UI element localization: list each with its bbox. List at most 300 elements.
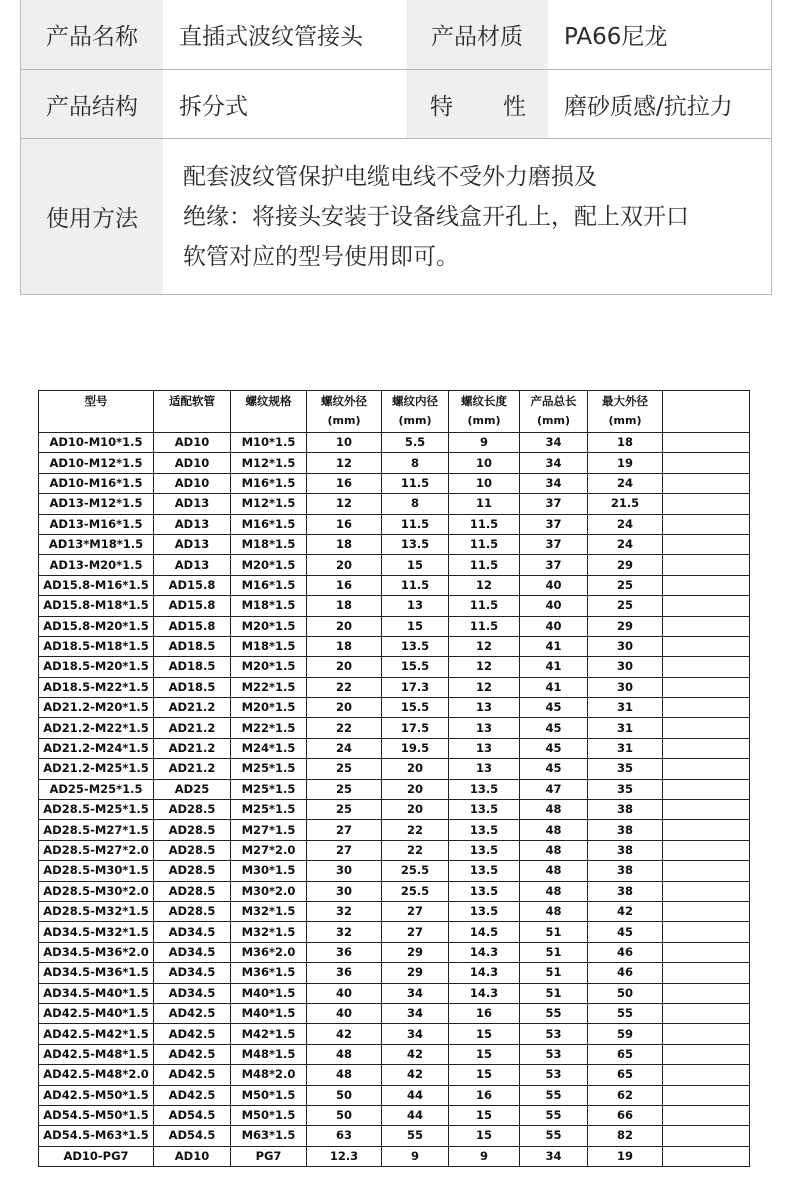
table-cell: 53 xyxy=(520,1065,588,1085)
table-cell: 19.5 xyxy=(382,738,449,758)
table-row xyxy=(39,840,750,860)
table-cell: AD34.5-M36*2.0 xyxy=(39,942,154,962)
table-cell: 16 xyxy=(307,575,382,595)
table-cell: 48 xyxy=(520,901,588,921)
table-cell: 45 xyxy=(520,698,588,718)
table-cell: M16*1.5 xyxy=(231,514,307,534)
table-cell: 82 xyxy=(588,1126,663,1146)
table-cell-empty xyxy=(663,1146,750,1166)
table-row xyxy=(39,1105,750,1125)
table-cell: AD15.8-M20*1.5 xyxy=(39,616,154,636)
table-cell: 13.5 xyxy=(449,840,520,860)
table-cell: M30*1.5 xyxy=(231,861,307,881)
table-cell: M40*1.5 xyxy=(231,983,307,1003)
table-cell: 47 xyxy=(520,779,588,799)
table-cell: AD42.5-M42*1.5 xyxy=(39,1024,154,1044)
table-cell: 45 xyxy=(520,718,588,738)
table-row xyxy=(39,575,750,595)
table-cell-empty xyxy=(663,901,750,921)
info-row-usage xyxy=(21,139,771,294)
table-row xyxy=(39,861,750,881)
table-cell: 9 xyxy=(382,1146,449,1166)
value-usage xyxy=(163,139,771,294)
table-cell: M50*1.5 xyxy=(231,1085,307,1105)
table-cell: 34 xyxy=(382,983,449,1003)
table-cell: 48 xyxy=(520,861,588,881)
spec-table xyxy=(38,390,750,1167)
label-feature-char-2: 性 xyxy=(503,93,526,120)
table-cell: AD10 xyxy=(154,473,231,493)
table-cell: 5.5 xyxy=(382,433,449,453)
table-cell: AD34.5 xyxy=(154,922,231,942)
table-cell: 8 xyxy=(382,494,449,514)
table-row xyxy=(39,942,750,962)
table-cell: M36*1.5 xyxy=(231,963,307,983)
table-cell: 59 xyxy=(588,1024,663,1044)
table-cell: 24 xyxy=(588,473,663,493)
table-cell: 62 xyxy=(588,1085,663,1105)
table-cell: 48 xyxy=(520,800,588,820)
table-cell: M25*1.5 xyxy=(231,779,307,799)
table-cell: 21.5 xyxy=(588,494,663,514)
table-cell: 29 xyxy=(588,555,663,575)
table-cell: 11.5 xyxy=(449,616,520,636)
table-cell: 10 xyxy=(449,453,520,473)
table-cell: 38 xyxy=(588,881,663,901)
table-cell: 53 xyxy=(520,1044,588,1064)
table-row xyxy=(39,494,750,514)
table-cell-empty xyxy=(663,1105,750,1125)
table-cell: 11.5 xyxy=(449,596,520,616)
table-cell: 53 xyxy=(520,1024,588,1044)
table-cell: 15 xyxy=(449,1105,520,1125)
table-cell: AD13-M20*1.5 xyxy=(39,555,154,575)
table-cell: 25 xyxy=(307,779,382,799)
table-row xyxy=(39,1126,750,1146)
table-cell: 41 xyxy=(520,677,588,697)
table-cell: 34 xyxy=(520,473,588,493)
table-cell: AD13 xyxy=(154,494,231,514)
table-cell: M30*2.0 xyxy=(231,881,307,901)
table-cell-empty xyxy=(663,718,750,738)
table-cell-empty xyxy=(663,433,750,453)
table-cell-empty xyxy=(663,698,750,718)
table-cell-empty xyxy=(663,616,750,636)
table-cell: M22*1.5 xyxy=(231,718,307,738)
table-cell: AD18.5-M18*1.5 xyxy=(39,636,154,656)
label-usage: 使用方法 xyxy=(21,139,163,294)
table-cell: 27 xyxy=(307,840,382,860)
table-cell: 20 xyxy=(382,779,449,799)
table-cell: 18 xyxy=(588,433,663,453)
table-cell: 16 xyxy=(449,1003,520,1023)
table-cell: M20*1.5 xyxy=(231,555,307,575)
table-cell: 20 xyxy=(307,616,382,636)
usage-line: 绝缘：将接头安装于设备线盒开孔上，配上双开口 xyxy=(183,203,689,230)
table-cell: AD13 xyxy=(154,555,231,575)
table-cell-empty xyxy=(663,534,750,554)
spec-header-name: 适配软管 xyxy=(169,394,215,408)
table-cell: AD34.5 xyxy=(154,983,231,1003)
table-cell: 34 xyxy=(520,433,588,453)
table-cell: 50 xyxy=(307,1105,382,1125)
table-cell: AD34.5 xyxy=(154,942,231,962)
table-cell: 22 xyxy=(382,820,449,840)
table-cell: 16 xyxy=(449,1085,520,1105)
table-cell: 11.5 xyxy=(382,575,449,595)
table-cell: 48 xyxy=(520,840,588,860)
table-cell: AD28.5-M30*2.0 xyxy=(39,881,154,901)
table-cell: M32*1.5 xyxy=(231,901,307,921)
table-cell: AD15.8-M18*1.5 xyxy=(39,596,154,616)
table-cell: AD42.5-M48*2.0 xyxy=(39,1065,154,1085)
table-cell: 15 xyxy=(382,616,449,636)
table-cell: 24 xyxy=(588,514,663,534)
table-cell: 63 xyxy=(307,1126,382,1146)
spec-header-cell xyxy=(307,391,382,433)
table-cell: AD28.5 xyxy=(154,800,231,820)
table-cell: 22 xyxy=(307,677,382,697)
table-cell: 38 xyxy=(588,861,663,881)
label-feature-char-1: 特 xyxy=(430,93,453,120)
table-cell: 16 xyxy=(307,514,382,534)
table-cell-empty xyxy=(663,1126,750,1146)
spec-header-name: 产品总长 xyxy=(530,394,577,408)
table-cell: AD42.5 xyxy=(154,1085,231,1105)
table-cell: 14.5 xyxy=(449,922,520,942)
table-cell: 20 xyxy=(307,657,382,677)
table-cell: 14.3 xyxy=(449,942,520,962)
table-cell: AD28.5 xyxy=(154,820,231,840)
table-cell: 32 xyxy=(307,901,382,921)
table-cell: 38 xyxy=(588,820,663,840)
table-cell: 20 xyxy=(382,759,449,779)
table-cell: 27 xyxy=(382,901,449,921)
table-cell: 24 xyxy=(307,738,382,758)
table-cell: AD25 xyxy=(154,779,231,799)
table-cell: 11.5 xyxy=(449,555,520,575)
table-cell: 15 xyxy=(382,555,449,575)
table-cell: 18 xyxy=(307,534,382,554)
table-cell: 15.5 xyxy=(382,698,449,718)
table-cell: 22 xyxy=(307,718,382,738)
table-cell-empty xyxy=(663,657,750,677)
table-cell: 13 xyxy=(382,596,449,616)
table-cell: 55 xyxy=(382,1126,449,1146)
table-cell: PG7 xyxy=(231,1146,307,1166)
table-cell: 25.5 xyxy=(382,881,449,901)
table-cell: M25*1.5 xyxy=(231,800,307,820)
table-cell: 10 xyxy=(307,433,382,453)
table-cell: 40 xyxy=(520,616,588,636)
usage-line: 软管对应的型号使用即可。 xyxy=(183,243,459,270)
table-cell: M40*1.5 xyxy=(231,1003,307,1023)
table-cell: 34 xyxy=(382,1003,449,1023)
table-cell: 12 xyxy=(307,453,382,473)
table-cell: 20 xyxy=(382,800,449,820)
table-cell: 30 xyxy=(307,881,382,901)
table-cell: M32*1.5 xyxy=(231,922,307,942)
table-cell: AD18.5 xyxy=(154,657,231,677)
table-cell: AD28.5-M25*1.5 xyxy=(39,800,154,820)
table-cell: 27 xyxy=(307,820,382,840)
table-cell: 8 xyxy=(382,453,449,473)
table-cell: M48*2.0 xyxy=(231,1065,307,1085)
table-row xyxy=(39,514,750,534)
table-cell: 37 xyxy=(520,514,588,534)
table-cell: 22 xyxy=(382,840,449,860)
table-cell: M42*1.5 xyxy=(231,1024,307,1044)
table-cell: 13.5 xyxy=(449,861,520,881)
table-row xyxy=(39,963,750,983)
table-cell: AD18.5-M22*1.5 xyxy=(39,677,154,697)
table-cell: AD21.2 xyxy=(154,698,231,718)
table-cell: 48 xyxy=(307,1065,382,1085)
table-cell: AD42.5-M48*1.5 xyxy=(39,1044,154,1064)
table-row xyxy=(39,718,750,738)
table-cell: AD21.2-M22*1.5 xyxy=(39,718,154,738)
table-row xyxy=(39,657,750,677)
table-row xyxy=(39,983,750,1003)
spec-header-name: 最大外径 xyxy=(602,394,648,408)
table-cell: 38 xyxy=(588,800,663,820)
table-cell: 50 xyxy=(588,983,663,1003)
table-cell: M18*1.5 xyxy=(231,534,307,554)
table-cell-empty xyxy=(663,1024,750,1044)
table-cell: 32 xyxy=(307,922,382,942)
table-cell: 55 xyxy=(520,1126,588,1146)
table-cell: M20*1.5 xyxy=(231,616,307,636)
table-cell-empty xyxy=(663,881,750,901)
table-cell: 37 xyxy=(520,534,588,554)
table-cell: 12 xyxy=(307,494,382,514)
table-cell: 9 xyxy=(449,1146,520,1166)
table-cell: 55 xyxy=(520,1003,588,1023)
table-cell: AD28.5 xyxy=(154,901,231,921)
table-cell: AD42.5 xyxy=(154,1065,231,1085)
value-product-material: PA66尼龙 xyxy=(548,0,771,69)
table-row xyxy=(39,534,750,554)
table-cell: M12*1.5 xyxy=(231,494,307,514)
value-product-structure: 拆分式 xyxy=(163,70,406,138)
spec-header-name: 螺纹长度 xyxy=(461,394,507,408)
table-cell: AD54.5 xyxy=(154,1105,231,1125)
table-cell: 31 xyxy=(588,738,663,758)
table-cell: M48*1.5 xyxy=(231,1044,307,1064)
spec-header-unit: (mm) xyxy=(608,414,642,427)
table-cell: 40 xyxy=(307,983,382,1003)
table-cell: AD18.5 xyxy=(154,636,231,656)
spec-header-cell xyxy=(231,391,307,433)
table-cell: 9 xyxy=(449,433,520,453)
table-row xyxy=(39,555,750,575)
table-row xyxy=(39,433,750,453)
label-product-name: 产品名称 xyxy=(21,0,163,69)
table-cell: 34 xyxy=(520,453,588,473)
table-cell-empty xyxy=(663,596,750,616)
table-cell: 14.3 xyxy=(449,963,520,983)
table-cell: 10 xyxy=(449,473,520,493)
table-cell: AD15.8 xyxy=(154,575,231,595)
table-cell: 48 xyxy=(520,820,588,840)
info-row-name-material xyxy=(21,0,771,70)
table-cell-empty xyxy=(663,820,750,840)
table-cell: 30 xyxy=(588,657,663,677)
table-cell: 15 xyxy=(449,1044,520,1064)
table-row xyxy=(39,800,750,820)
table-cell: AD15.8 xyxy=(154,596,231,616)
table-cell: AD28.5-M30*1.5 xyxy=(39,861,154,881)
table-cell: 14.3 xyxy=(449,983,520,1003)
table-row xyxy=(39,779,750,799)
table-cell: AD10-M16*1.5 xyxy=(39,473,154,493)
table-cell-empty xyxy=(663,759,750,779)
table-cell: 13.5 xyxy=(449,820,520,840)
table-cell: 51 xyxy=(520,942,588,962)
table-cell: 50 xyxy=(307,1085,382,1105)
table-cell: 20 xyxy=(307,698,382,718)
table-cell: 24 xyxy=(588,534,663,554)
table-cell: AD10 xyxy=(154,453,231,473)
table-cell: 45 xyxy=(520,738,588,758)
table-cell: 25.5 xyxy=(382,861,449,881)
table-cell: 13 xyxy=(449,698,520,718)
table-cell: 51 xyxy=(520,922,588,942)
table-cell: 17.5 xyxy=(382,718,449,738)
table-cell: M12*1.5 xyxy=(231,453,307,473)
table-cell: 55 xyxy=(588,1003,663,1023)
table-cell: M50*1.5 xyxy=(231,1105,307,1125)
table-cell: 13.5 xyxy=(382,534,449,554)
table-cell: 42 xyxy=(382,1044,449,1064)
table-cell: 16 xyxy=(307,473,382,493)
table-cell-empty xyxy=(663,555,750,575)
spec-header-name: 型号 xyxy=(84,394,108,408)
table-cell-empty xyxy=(663,1065,750,1085)
table-cell: M25*1.5 xyxy=(231,759,307,779)
table-cell: 34 xyxy=(382,1024,449,1044)
table-cell: AD10-M12*1.5 xyxy=(39,453,154,473)
table-cell-empty xyxy=(663,1085,750,1105)
table-cell: AD10-PG7 xyxy=(39,1146,154,1166)
table-cell: 45 xyxy=(520,759,588,779)
spec-header-cell xyxy=(588,391,663,433)
table-row xyxy=(39,473,750,493)
table-cell: 44 xyxy=(382,1085,449,1105)
table-row xyxy=(39,1024,750,1044)
table-cell: 51 xyxy=(520,963,588,983)
table-cell: 17.3 xyxy=(382,677,449,697)
spec-header-name: 螺纹内径 xyxy=(392,394,438,408)
spec-header-cell xyxy=(382,391,449,433)
table-row xyxy=(39,596,750,616)
table-cell: 19 xyxy=(588,453,663,473)
table-cell: 55 xyxy=(520,1105,588,1125)
table-row xyxy=(39,820,750,840)
table-cell: 12.3 xyxy=(307,1146,382,1166)
table-cell: M10*1.5 xyxy=(231,433,307,453)
table-cell: 13.5 xyxy=(449,800,520,820)
table-cell: AD13 xyxy=(154,514,231,534)
table-row xyxy=(39,1044,750,1064)
table-cell: 13.5 xyxy=(382,636,449,656)
table-cell: M16*1.5 xyxy=(231,575,307,595)
table-cell: M27*2.0 xyxy=(231,840,307,860)
table-cell: AD13 xyxy=(154,534,231,554)
table-cell: AD42.5-M50*1.5 xyxy=(39,1085,154,1105)
spec-header-row xyxy=(39,391,750,433)
spec-table-body xyxy=(39,433,750,1167)
table-cell: AD28.5 xyxy=(154,861,231,881)
table-cell-empty xyxy=(663,473,750,493)
table-cell: 25 xyxy=(307,800,382,820)
table-row xyxy=(39,881,750,901)
table-cell-empty xyxy=(663,453,750,473)
table-cell: M36*2.0 xyxy=(231,942,307,962)
spec-header-unit: (mm) xyxy=(327,414,361,427)
table-cell: 41 xyxy=(520,636,588,656)
table-cell: 11.5 xyxy=(449,534,520,554)
table-cell: AD42.5 xyxy=(154,1024,231,1044)
table-cell: 12 xyxy=(449,575,520,595)
spec-header-unit: (mm) xyxy=(467,414,501,427)
table-cell: M20*1.5 xyxy=(231,657,307,677)
table-cell: 15.5 xyxy=(382,657,449,677)
table-cell: AD34.5-M32*1.5 xyxy=(39,922,154,942)
spec-header-cell xyxy=(663,391,750,433)
table-cell: AD21.2 xyxy=(154,718,231,738)
table-cell: AD18.5-M20*1.5 xyxy=(39,657,154,677)
table-cell-empty xyxy=(663,1044,750,1064)
table-cell: 12 xyxy=(449,636,520,656)
table-row xyxy=(39,636,750,656)
spec-header-cell xyxy=(520,391,588,433)
table-cell: 51 xyxy=(520,983,588,1003)
usage-line: 配套波纹管保护电缆电线不受外力磨损及 xyxy=(183,163,597,190)
table-cell: M16*1.5 xyxy=(231,473,307,493)
spec-header-cell xyxy=(449,391,520,433)
table-cell: 11.5 xyxy=(382,473,449,493)
table-cell-empty xyxy=(663,514,750,534)
table-cell: 46 xyxy=(588,942,663,962)
table-cell: 12 xyxy=(449,677,520,697)
table-cell: 30 xyxy=(588,677,663,697)
table-cell: 27 xyxy=(382,922,449,942)
table-cell: 35 xyxy=(588,759,663,779)
table-cell: 29 xyxy=(382,963,449,983)
table-cell: AD21.2 xyxy=(154,738,231,758)
table-row xyxy=(39,759,750,779)
table-cell: 42 xyxy=(307,1024,382,1044)
table-cell: 65 xyxy=(588,1065,663,1085)
table-cell: 45 xyxy=(588,922,663,942)
table-cell: AD10 xyxy=(154,433,231,453)
table-cell: 18 xyxy=(307,636,382,656)
table-cell: 13.5 xyxy=(449,779,520,799)
table-cell-empty xyxy=(663,494,750,514)
table-cell: 30 xyxy=(588,636,663,656)
table-row xyxy=(39,738,750,758)
table-cell: 31 xyxy=(588,698,663,718)
table-cell: AD21.2-M20*1.5 xyxy=(39,698,154,718)
spec-header-unit: (mm) xyxy=(398,414,432,427)
table-row xyxy=(39,677,750,697)
table-cell-empty xyxy=(663,861,750,881)
table-cell: AD15.8 xyxy=(154,616,231,636)
table-cell-empty xyxy=(663,636,750,656)
table-cell: 25 xyxy=(588,575,663,595)
table-cell: AD28.5 xyxy=(154,881,231,901)
